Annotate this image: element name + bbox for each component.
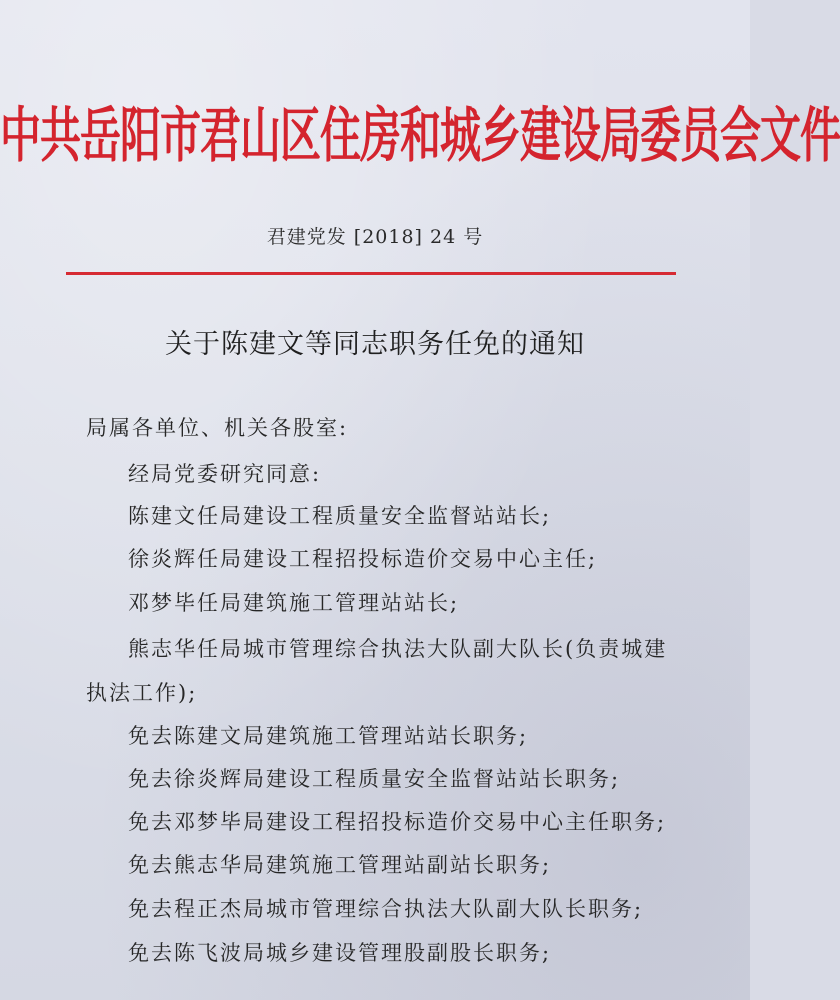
body-line: 陈建文任局建设工程质量安全监督站站长;	[128, 504, 552, 528]
red-separator-line	[66, 272, 676, 275]
addressee-line: 局属各单位、机关各股室:	[86, 416, 349, 440]
notice-title: 关于陈建文等同志职务任免的通知	[165, 329, 585, 360]
document-header-title: 中共岳阳市君山区住房和城乡建设局委员会文件	[0, 101, 840, 171]
body-line: 免去邓梦毕局建设工程招投标造价交易中心主任职务;	[128, 810, 667, 834]
body-line: 邓梦毕任局建筑施工管理站站长;	[128, 591, 460, 615]
body-line: 熊志华任局城市管理综合执法大队副大队长(负责城建	[128, 637, 668, 661]
document-number: 君建党发 [2018] 24 号	[266, 226, 484, 248]
body-line: 免去陈飞波局城乡建设管理股副股长职务;	[128, 941, 552, 965]
body-line: 免去程正杰局城市管理综合执法大队副大队长职务;	[128, 897, 644, 921]
body-line: 免去陈建文局建筑施工管理站站长职务;	[128, 724, 529, 748]
body-line: 执法工作);	[86, 681, 198, 705]
body-line: 徐炎辉任局建设工程招投标造价交易中心主任;	[128, 547, 598, 571]
body-line: 免去熊志华局建筑施工管理站副站长职务;	[128, 853, 552, 877]
body-line: 经局党委研究同意:	[128, 462, 322, 486]
body-line: 免去徐炎辉局建设工程质量安全监督站站长职务;	[128, 767, 621, 791]
